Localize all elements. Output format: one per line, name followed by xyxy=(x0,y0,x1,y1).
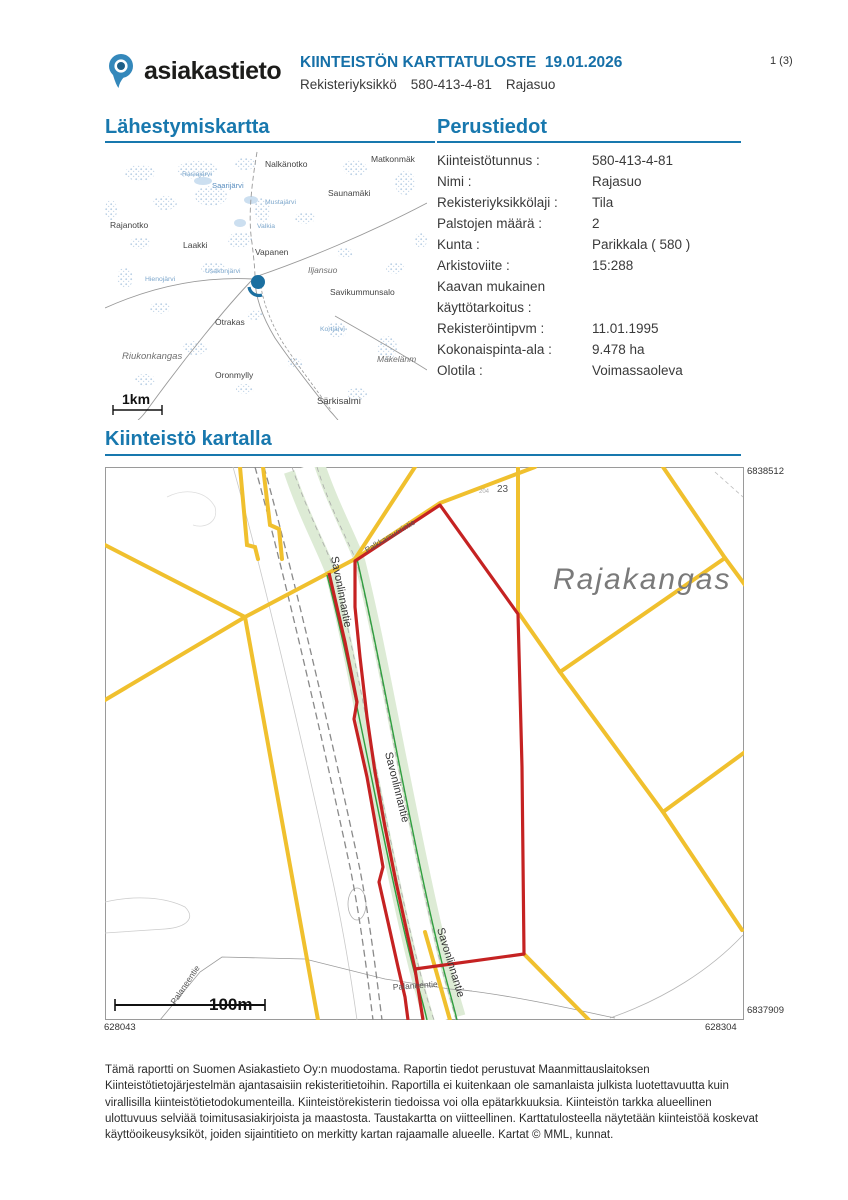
road-label-palkkamuorintie: Palkkamuorintie xyxy=(363,517,417,555)
basic-info-heading: Perustiedot xyxy=(437,116,548,138)
svg-text:100m: 100m xyxy=(209,995,253,1014)
svg-text:Hienojärvi: Hienojärvi xyxy=(145,276,176,283)
parcel-number-label: 23 xyxy=(497,484,509,495)
document-title: KIINTEISTÖN KARTTATULOSTE 19.01.2026 xyxy=(300,54,623,71)
road-label-palaneentie-2: Palaneentie xyxy=(392,978,438,992)
svg-text:Valkia: Valkia xyxy=(257,223,276,230)
info-row: Kunta : Parikkala ( 580 ) xyxy=(437,237,691,252)
road-label-savonlinnantie-1: Savonlinnantie xyxy=(328,555,354,629)
info-row: Palstojen määrä : 2 xyxy=(437,216,600,231)
approach-map-heading: Lähestymiskartta xyxy=(105,116,270,138)
svg-text:Saunamäki: Saunamäki xyxy=(328,188,371,198)
approach-scale-bar xyxy=(113,391,162,415)
approach-map xyxy=(105,148,427,420)
logo-wordmark: asiakastieto xyxy=(144,56,282,85)
register-unit-id: 580-413-4-81 xyxy=(410,77,492,92)
info-row: Kokonaispinta-ala : 9.478 ha xyxy=(437,342,645,357)
svg-text:Mäkelänm: Mäkelänm xyxy=(377,354,417,364)
asiakastieto-pin-icon xyxy=(106,52,138,90)
register-unit-line: Rekisteriyksikkö 580-413-4-81 Rajasuo xyxy=(300,77,556,92)
approach-lake-labels xyxy=(145,171,345,333)
info-row: Rekisteröintipvm : 11.01.1995 xyxy=(437,321,659,336)
svg-text:Särkisalmi: Särkisalmi xyxy=(317,396,361,407)
property-map-heading: Kiinteistö kartalla xyxy=(105,428,272,450)
info-row: Kaavan mukainen käyttötarkoitus : xyxy=(437,279,546,315)
document-date: 19.01.2026 xyxy=(544,54,623,71)
basic-info-rule xyxy=(437,141,741,143)
property-map-rule xyxy=(105,454,741,456)
svg-text:Nalkänotko: Nalkänotko xyxy=(265,159,308,169)
svg-text:Rajanotko: Rajanotko xyxy=(110,220,149,230)
small-number-label: 204 xyxy=(479,489,490,495)
road-label-savonlinnantie-3: Savonlinnantie xyxy=(434,926,467,999)
svg-text:Mustajärvi: Mustajärvi xyxy=(265,199,296,206)
info-row: Kiinteistötunnus : 580-413-4-81 xyxy=(437,153,674,168)
svg-text:Laakki: Laakki xyxy=(183,240,208,250)
page-indicator: 1 (3) xyxy=(770,55,793,67)
asiakastieto-logo xyxy=(106,52,281,90)
disclaimer-text: Tämä raportti on Suomen Asiakastieto Oy:n muodostama. Raportin tiedot perustuvat Maanmittauslaitoksen Kiinteistötietojärjestelmän ajantasaisiin rekisteritietoihin. Raportilla ei kuitenkaan ole samanlaista julkista luotettavuutta kuin virallisilla kiinteistötietodokumenteilla. Kiinteistörekisterin tiedoissa voi olla epätarkkuuksia. Kiinteistön tarkka alueellinen ulottuvuus selviää toimitusasiakirjoista ja maastosta. Taustakartta on viitteellinen. Karttatulosteella näytetään kiinteistöä koskevat käyttöoikeusyksiköt, joiden sijaintitieto on merkitty kartan rajaamalle alueelle. Kartat © MML, kunnat. xyxy=(105,1064,759,1142)
svg-text:Saarijärvi: Saarijärvi xyxy=(212,181,244,190)
svg-text:Iljansuo: Iljansuo xyxy=(308,265,338,275)
svg-text:1km: 1km xyxy=(122,391,151,407)
location-marker xyxy=(249,275,265,295)
info-row: Nimi : Rajasuo xyxy=(437,174,642,189)
svg-text:Kortjärvi: Kortjärvi xyxy=(320,326,345,333)
coord-bottom-center: 628304 xyxy=(705,1022,737,1033)
svg-text:Vapanen: Vapanen xyxy=(255,247,289,257)
coord-bottom-left: 628043 xyxy=(104,1022,136,1033)
svg-text:Riukonkangas: Riukonkangas xyxy=(122,351,183,362)
info-row: Arkistoviite : 15:288 xyxy=(437,258,634,273)
basic-info-table xyxy=(437,150,747,381)
road-label-savonlinnantie-2: Savonlinnantie xyxy=(382,750,412,824)
info-row: Rekisteriyksikkölaji : Tila xyxy=(437,195,614,210)
svg-text:Oronmylly: Oronmylly xyxy=(215,370,254,380)
svg-text:Matkonmäk: Matkonmäk xyxy=(371,154,415,164)
svg-text:Otrakas: Otrakas xyxy=(215,317,245,327)
property-map xyxy=(105,467,744,1020)
coord-bottom-right: 6837909 xyxy=(747,1005,784,1016)
svg-text:Rasiajärvi: Rasiajärvi xyxy=(182,171,212,178)
register-unit-name: Rajasuo xyxy=(505,77,556,92)
info-row: Olotila : Voimassaoleva xyxy=(437,363,683,378)
area-name-label: Rajakangas xyxy=(553,563,732,596)
approach-map-rule xyxy=(105,141,435,143)
coord-top-right: 6838512 xyxy=(747,466,784,477)
svg-text:Savikummunsalo: Savikummunsalo xyxy=(330,287,395,297)
svg-text:Usakonjärvi: Usakonjärvi xyxy=(205,268,241,275)
road-label-palaneentie-1: Palaneentie xyxy=(168,963,202,1007)
